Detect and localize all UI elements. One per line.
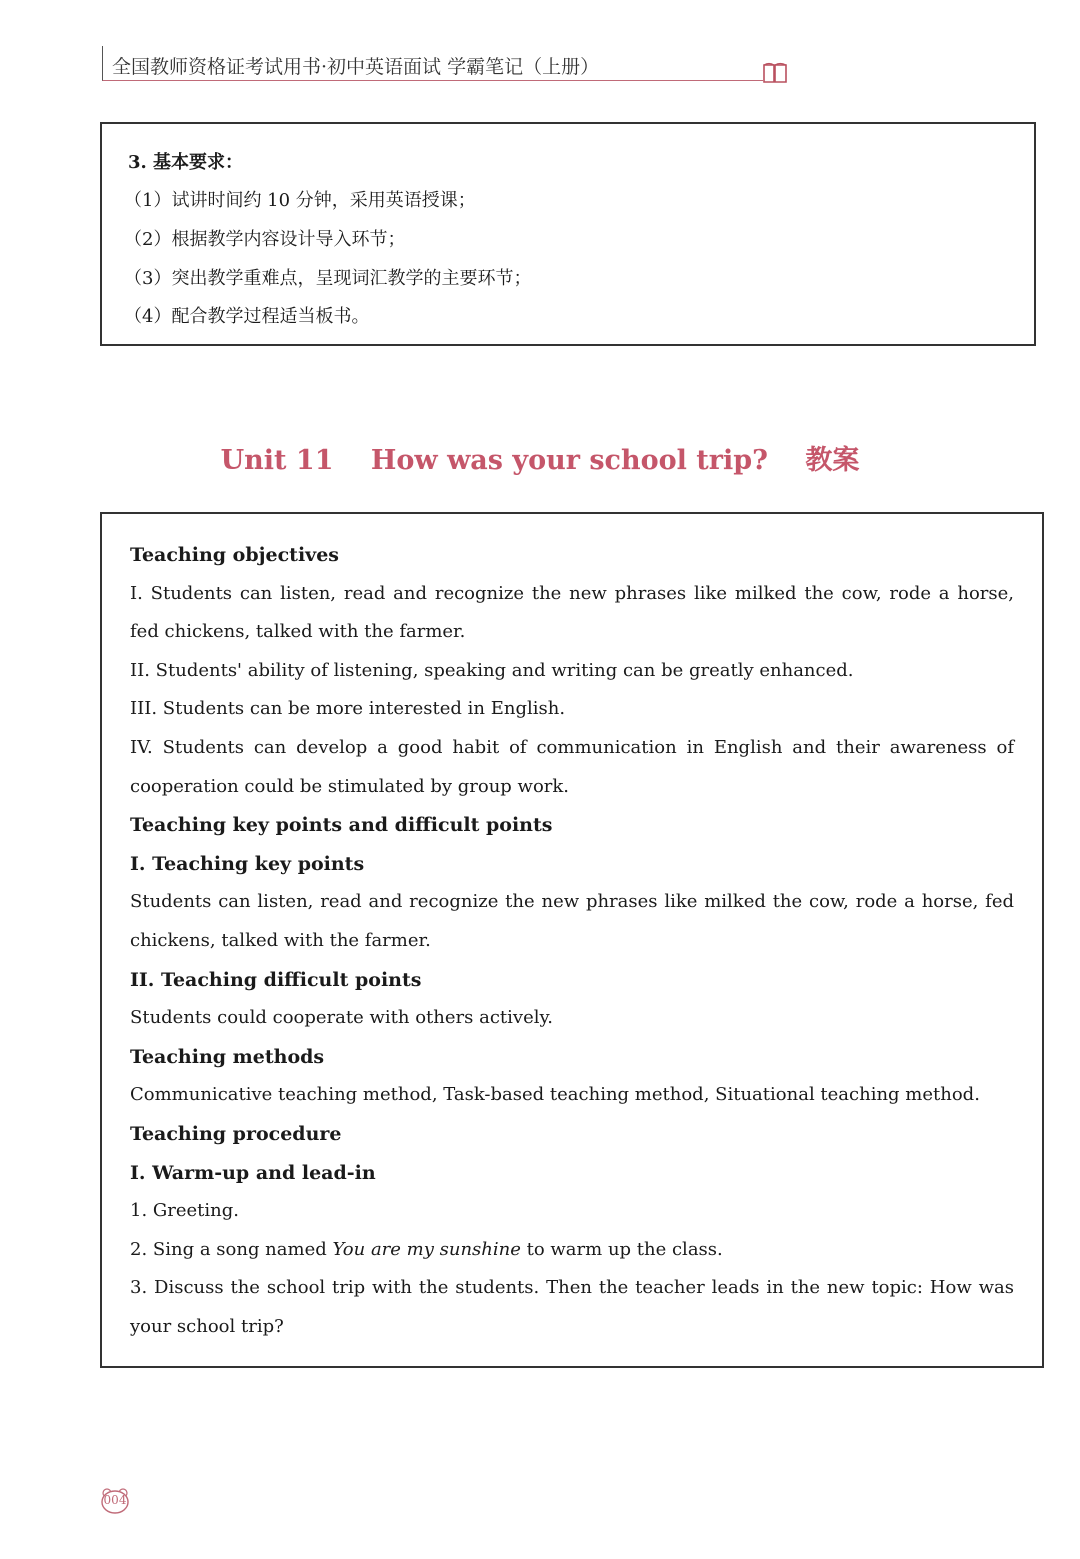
- requirement-item: （1）试讲时间约 10 分钟，采用英语授课；: [124, 190, 476, 211]
- requirements-box: [100, 122, 1036, 346]
- running-header: [100, 42, 790, 82]
- requirement-item: （4）配合教学过程适当板书。: [124, 306, 370, 327]
- section-heading: Teaching procedure: [130, 1122, 342, 1145]
- subsection-heading: I. Teaching key points: [130, 852, 365, 875]
- objective-item: III. Students can be more interested in English.: [130, 698, 566, 720]
- section-heading: Teaching objectives: [130, 544, 339, 566]
- requirement-item: （3）突出教学重难点，呈现词汇教学的主要环节；: [124, 268, 532, 289]
- objective-item: II. Students' ability of listening, speaking and writing can be greatly enhanced.: [130, 659, 854, 681]
- objective-item: I. Students can listen, read and recognize the new phrases like milked the cow, rode a horse, fed chickens, talked with the farmer.: [130, 582, 1014, 643]
- objective-item: IV. Students can develop a good habit of communication in English and their awareness of cooperation could be stimulated by group work.: [130, 736, 1014, 797]
- subsection-heading: I. Warm-up and lead-in: [130, 1161, 376, 1184]
- methods-text: Communicative teaching method, Task-based teaching method, Situational teaching method.: [130, 1084, 980, 1106]
- unit-heading: [0, 438, 1080, 477]
- unit-title: How was your school trip?: [370, 445, 768, 476]
- procedure-step: 2. Sing a song named You are my sunshine to warm up the class.: [130, 1238, 723, 1260]
- procedure-step: 3. Discuss the school trip with the students. Then the teacher leads in the new topic: How was your school trip?: [130, 1277, 1014, 1337]
- section-heading: Teaching methods: [130, 1045, 325, 1068]
- book-title: 全国教师资格证考试用书·初中英语面试 学霸笔记（上册）: [112, 56, 600, 78]
- page-number-text: 004: [103, 1493, 127, 1507]
- song-title: You are my sunshine: [332, 1238, 521, 1260]
- requirements-title: 3. 基本要求：: [128, 152, 244, 173]
- lesson-plan-box: [100, 512, 1044, 1368]
- page-number: [100, 1487, 130, 1515]
- requirement-item: （2）根据教学内容设计导入环节；: [124, 229, 406, 250]
- lesson-plan-content: [130, 536, 1014, 1346]
- book-icon: [762, 62, 788, 84]
- procedure-step: 1. Greeting.: [130, 1200, 240, 1222]
- unit-suffix: 教案: [805, 445, 860, 476]
- section-heading: Teaching key points and difficult points: [130, 814, 553, 837]
- difficult-points-text: Students could cooperate with others actively.: [130, 1007, 553, 1029]
- subsection-heading: II. Teaching difficult points: [130, 968, 422, 991]
- key-points-text: Students can listen, read and recognize the new phrases like milked the cow, rode a horse, fed chickens, talked with the farmer.: [130, 891, 1014, 951]
- unit-label: Unit 11: [220, 445, 334, 476]
